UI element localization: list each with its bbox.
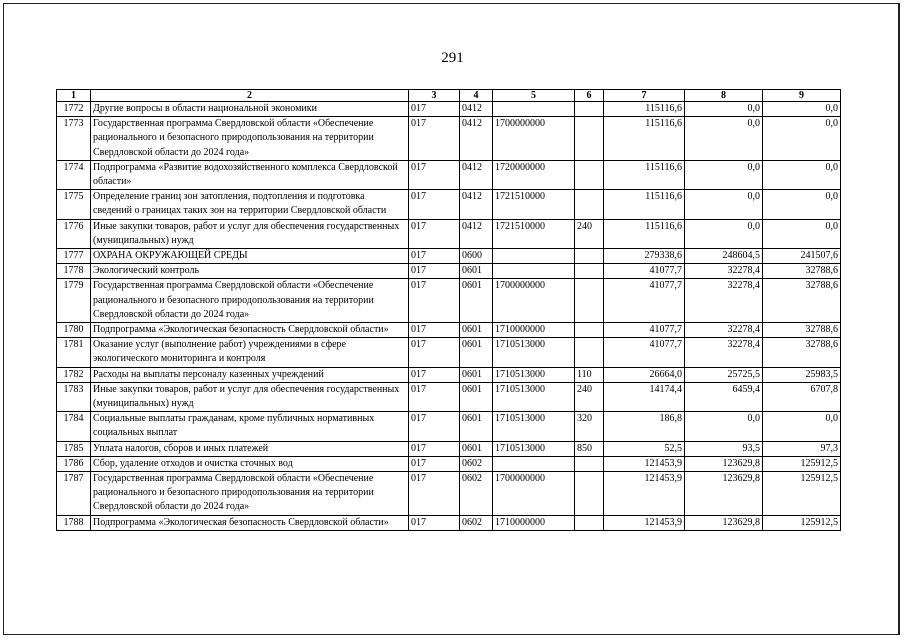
row-admin-code: 017: [409, 102, 460, 117]
row-target-article: 1710513000: [493, 338, 575, 367]
row-name: Иные закупки товаров, работ и услуг для обеспечения государственных (муниципальных) нужд: [91, 219, 409, 248]
row-number: 1775: [57, 190, 91, 219]
row-value-col7: 26664,0: [604, 367, 685, 382]
table-row: [57, 515, 841, 530]
row-value-col8: 32278,4: [685, 264, 763, 279]
table-row: [57, 338, 841, 367]
row-value-col7: 41077,7: [604, 264, 685, 279]
row-value-col9: 32788,6: [763, 323, 841, 338]
row-target-article: 1721510000: [493, 190, 575, 219]
row-expense-type: [575, 515, 604, 530]
row-value-col9: 32788,6: [763, 279, 841, 323]
row-value-col8: 248604,5: [685, 249, 763, 264]
row-section-code: 0601: [460, 367, 493, 382]
row-value-col8: 0,0: [685, 219, 763, 248]
table-row: [57, 117, 841, 161]
row-name: Подпрограмма «Экологическая безопасность Свердловской области»: [91, 323, 409, 338]
row-value-col8: 0,0: [685, 117, 763, 161]
row-value-col9: 0,0: [763, 160, 841, 189]
row-admin-code: 017: [409, 279, 460, 323]
row-expense-type: 850: [575, 441, 604, 456]
row-value-col9: 125912,5: [763, 472, 841, 516]
row-admin-code: 017: [409, 472, 460, 516]
table-row: [57, 456, 841, 471]
row-value-col7: 115116,6: [604, 117, 685, 161]
row-value-col7: 52,5: [604, 441, 685, 456]
row-section-code: 0602: [460, 515, 493, 530]
row-expense-type: 240: [575, 219, 604, 248]
column-header: 2: [91, 90, 409, 102]
column-header: 3: [409, 90, 460, 102]
column-header: 4: [460, 90, 493, 102]
row-value-col7: 121453,9: [604, 515, 685, 530]
row-value-col8: 123629,8: [685, 456, 763, 471]
row-target-article: 1710513000: [493, 412, 575, 441]
row-value-col7: 121453,9: [604, 456, 685, 471]
row-target-article: 1710000000: [493, 323, 575, 338]
column-header: 8: [685, 90, 763, 102]
row-section-code: 0601: [460, 382, 493, 411]
row-section-code: 0412: [460, 160, 493, 189]
row-admin-code: 017: [409, 323, 460, 338]
row-number: 1779: [57, 279, 91, 323]
table-row: [57, 382, 841, 411]
row-value-col8: 0,0: [685, 102, 763, 117]
row-value-col9: 0,0: [763, 190, 841, 219]
row-target-article: 1721510000: [493, 219, 575, 248]
row-expense-type: [575, 249, 604, 264]
row-value-col9: 32788,6: [763, 338, 841, 367]
row-target-article: [493, 102, 575, 117]
row-name: Сбор, удаление отходов и очистка сточных вод: [91, 456, 409, 471]
row-value-col7: 121453,9: [604, 472, 685, 516]
row-admin-code: 017: [409, 338, 460, 367]
row-admin-code: 017: [409, 190, 460, 219]
row-admin-code: 017: [409, 264, 460, 279]
row-section-code: 0412: [460, 102, 493, 117]
table-row: [57, 219, 841, 248]
column-header: 1: [57, 90, 91, 102]
row-admin-code: 017: [409, 219, 460, 248]
row-value-col8: 93,5: [685, 441, 763, 456]
table-row: [57, 102, 841, 117]
row-target-article: [493, 456, 575, 471]
row-name: Определение границ зон затопления, подтопления и подготовка сведений о границах таких зон на территории Свердловской области: [91, 190, 409, 219]
row-name: Иные закупки товаров, работ и услуг для обеспечения государственных (муниципальных) нужд: [91, 382, 409, 411]
row-section-code: 0600: [460, 249, 493, 264]
row-admin-code: 017: [409, 412, 460, 441]
row-section-code: 0602: [460, 472, 493, 516]
row-value-col9: 0,0: [763, 219, 841, 248]
row-value-col9: 97,3: [763, 441, 841, 456]
row-value-col7: 115116,6: [604, 190, 685, 219]
row-section-code: 0601: [460, 279, 493, 323]
row-value-col9: 0,0: [763, 412, 841, 441]
row-name: ОХРАНА ОКРУЖАЮЩЕЙ СРЕДЫ: [91, 249, 409, 264]
row-value-col8: 25725,5: [685, 367, 763, 382]
row-number: 1778: [57, 264, 91, 279]
row-number: 1777: [57, 249, 91, 264]
row-name: Экологический контроль: [91, 264, 409, 279]
row-target-article: 1700000000: [493, 472, 575, 516]
row-expense-type: [575, 117, 604, 161]
row-expense-type: 110: [575, 367, 604, 382]
table-row: [57, 441, 841, 456]
row-value-col8: 123629,8: [685, 472, 763, 516]
row-value-col8: 32278,4: [685, 279, 763, 323]
row-value-col9: 6707,8: [763, 382, 841, 411]
row-target-article: 1720000000: [493, 160, 575, 189]
row-value-col9: 32788,6: [763, 264, 841, 279]
row-number: 1785: [57, 441, 91, 456]
row-name: Подпрограмма «Экологическая безопасность Свердловской области»: [91, 515, 409, 530]
row-value-col8: 6459,4: [685, 382, 763, 411]
row-value-col8: 0,0: [685, 190, 763, 219]
row-section-code: 0412: [460, 219, 493, 248]
row-name: Подпрограмма «Развитие водохозяйственного комплекса Свердловской области»: [91, 160, 409, 189]
row-target-article: 1710000000: [493, 515, 575, 530]
row-number: 1783: [57, 382, 91, 411]
table-row: [57, 279, 841, 323]
row-number: 1773: [57, 117, 91, 161]
row-value-col9: 25983,5: [763, 367, 841, 382]
row-value-col8: 32278,4: [685, 323, 763, 338]
row-number: 1787: [57, 472, 91, 516]
row-section-code: 0412: [460, 190, 493, 219]
row-section-code: 0602: [460, 456, 493, 471]
budget-table: [56, 89, 841, 531]
row-number: 1782: [57, 367, 91, 382]
row-admin-code: 017: [409, 367, 460, 382]
row-expense-type: [575, 472, 604, 516]
column-header: 6: [575, 90, 604, 102]
column-header: 9: [763, 90, 841, 102]
row-name: Государственная программа Свердловской области «Обеспечение рационального и безопасного природопользования на территории Свердловской области до 2024 года»: [91, 279, 409, 323]
row-value-col8: 123629,8: [685, 515, 763, 530]
table-row: [57, 412, 841, 441]
row-value-col7: 115116,6: [604, 102, 685, 117]
row-expense-type: [575, 338, 604, 367]
row-admin-code: 017: [409, 117, 460, 161]
row-section-code: 0601: [460, 323, 493, 338]
row-number: 1786: [57, 456, 91, 471]
row-value-col7: 115116,6: [604, 219, 685, 248]
row-value-col7: 279338,6: [604, 249, 685, 264]
row-value-col7: 41077,7: [604, 323, 685, 338]
row-value-col7: 186,8: [604, 412, 685, 441]
row-name: Расходы на выплаты персоналу казенных учреждений: [91, 367, 409, 382]
table-row: [57, 249, 841, 264]
table-header-row: [57, 90, 841, 102]
row-expense-type: [575, 102, 604, 117]
row-number: 1780: [57, 323, 91, 338]
row-expense-type: [575, 456, 604, 471]
row-section-code: 0601: [460, 264, 493, 279]
table-row: [57, 367, 841, 382]
row-value-col7: 115116,6: [604, 160, 685, 189]
row-value-col9: 125912,5: [763, 515, 841, 530]
row-expense-type: [575, 323, 604, 338]
column-header: 5: [493, 90, 575, 102]
table-row: [57, 160, 841, 189]
row-name: Уплата налогов, сборов и иных платежей: [91, 441, 409, 456]
row-expense-type: 320: [575, 412, 604, 441]
row-target-article: 1700000000: [493, 117, 575, 161]
row-name: Социальные выплаты гражданам, кроме публичных нормативных социальных выплат: [91, 412, 409, 441]
row-section-code: 0412: [460, 117, 493, 161]
row-target-article: 1710513000: [493, 367, 575, 382]
row-value-col8: 32278,4: [685, 338, 763, 367]
row-target-article: [493, 249, 575, 264]
row-value-col9: 0,0: [763, 102, 841, 117]
row-name: Государственная программа Свердловской области «Обеспечение рационального и безопасного природопользования на территории Свердловской области до 2024 года»: [91, 117, 409, 161]
table-row: [57, 323, 841, 338]
row-number: 1788: [57, 515, 91, 530]
row-name: Оказание услуг (выполнение работ) учреждениями в сфере экологического мониторинга и контроля: [91, 338, 409, 367]
row-target-article: [493, 264, 575, 279]
row-expense-type: [575, 264, 604, 279]
row-expense-type: [575, 279, 604, 323]
row-number: 1774: [57, 160, 91, 189]
row-admin-code: 017: [409, 515, 460, 530]
row-value-col7: 41077,7: [604, 338, 685, 367]
row-number: 1772: [57, 102, 91, 117]
row-number: 1776: [57, 219, 91, 248]
row-section-code: 0601: [460, 338, 493, 367]
column-header: 7: [604, 90, 685, 102]
row-target-article: 1710513000: [493, 382, 575, 411]
row-admin-code: 017: [409, 456, 460, 471]
row-admin-code: 017: [409, 160, 460, 189]
row-admin-code: 017: [409, 249, 460, 264]
page-number: 291: [441, 50, 464, 66]
row-number: 1781: [57, 338, 91, 367]
row-value-col8: 0,0: [685, 412, 763, 441]
row-admin-code: 017: [409, 382, 460, 411]
row-value-col9: 125912,5: [763, 456, 841, 471]
row-value-col7: 14174,4: [604, 382, 685, 411]
table-row: [57, 190, 841, 219]
row-value-col7: 41077,7: [604, 279, 685, 323]
row-admin-code: 017: [409, 441, 460, 456]
row-section-code: 0601: [460, 441, 493, 456]
row-name: Другие вопросы в области национальной экономики: [91, 102, 409, 117]
row-expense-type: [575, 190, 604, 219]
table-row: [57, 472, 841, 516]
row-target-article: 1700000000: [493, 279, 575, 323]
row-value-col8: 0,0: [685, 160, 763, 189]
row-expense-type: 240: [575, 382, 604, 411]
row-number: 1784: [57, 412, 91, 441]
row-value-col9: 0,0: [763, 117, 841, 161]
row-name: Государственная программа Свердловской области «Обеспечение рационального и безопасного природопользования на территории Свердловской области до 2024 года»: [91, 472, 409, 516]
row-section-code: 0601: [460, 412, 493, 441]
row-target-article: 1710513000: [493, 441, 575, 456]
row-value-col9: 241507,6: [763, 249, 841, 264]
table-row: [57, 264, 841, 279]
row-expense-type: [575, 160, 604, 189]
